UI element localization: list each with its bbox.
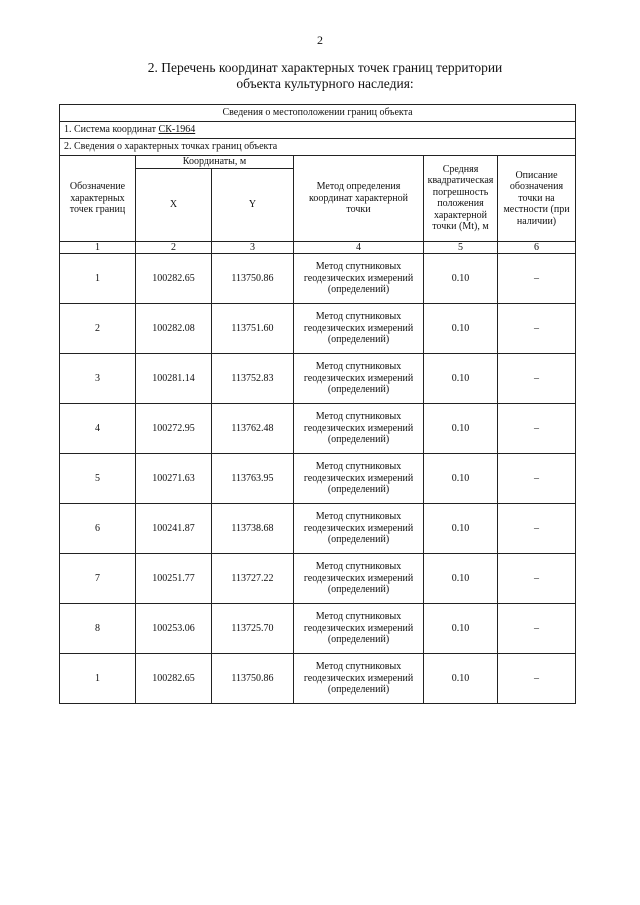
cell-x: 100241.87 (136, 504, 212, 554)
cell-method: Метод спутниковых геодезических измерений (определений) (294, 654, 424, 704)
header-description: Описание обозначения точки на местности (при наличии) (498, 156, 576, 242)
cell-description: – (498, 604, 576, 654)
cell-x: 100281.14 (136, 354, 212, 404)
cell-y: 113727.22 (212, 554, 294, 604)
cell-x: 100282.08 (136, 304, 212, 354)
coordinate-system-value: СК-1964 (158, 124, 196, 136)
table-row (60, 604, 576, 654)
cell-x: 100253.06 (136, 604, 212, 654)
cell-y: 113750.86 (212, 654, 294, 704)
heading-line-1: 2. Перечень координат характерных точек границ территории (147, 60, 503, 75)
cell-y: 113738.68 (212, 504, 294, 554)
cell-method: Метод спутниковых геодезических измерений (определений) (294, 454, 424, 504)
header-designation: Обозначение характерных точек границ (60, 156, 136, 242)
table-row (60, 654, 576, 704)
column-number: 1 (60, 241, 136, 254)
document-heading (60, 60, 590, 92)
heading-line-2: объекта культурного наследия: (236, 76, 414, 91)
cell-method: Метод спутниковых геодезических измерений (определений) (294, 604, 424, 654)
column-number: 4 (294, 241, 424, 254)
coordinate-system-row (60, 122, 576, 139)
header-method: Метод определения координат характерной точки (294, 156, 424, 242)
header-y: Y (212, 168, 294, 241)
section-title: Сведения о местоположении границ объекта (60, 105, 576, 122)
cell-point: 3 (60, 354, 136, 404)
column-number: 2 (136, 241, 212, 254)
cell-error: 0.10 (424, 404, 498, 454)
cell-error: 0.10 (424, 504, 498, 554)
cell-point: 1 (60, 254, 136, 304)
cell-method: Метод спутниковых геодезических измерений (определений) (294, 504, 424, 554)
table-row (60, 454, 576, 504)
cell-point: 6 (60, 504, 136, 554)
cell-y: 113762.48 (212, 404, 294, 454)
cell-point: 2 (60, 304, 136, 354)
cell-error: 0.10 (424, 604, 498, 654)
cell-y: 113725.70 (212, 604, 294, 654)
coordinates-table (59, 104, 576, 704)
cell-error: 0.10 (424, 654, 498, 704)
cell-y: 113763.95 (212, 454, 294, 504)
table-row (60, 504, 576, 554)
cell-error: 0.10 (424, 554, 498, 604)
cell-point: 5 (60, 454, 136, 504)
column-number: 3 (212, 241, 294, 254)
table-row (60, 304, 576, 354)
cell-description: – (498, 254, 576, 304)
cell-x: 100282.65 (136, 654, 212, 704)
cell-method: Метод спутниковых геодезических измерений (определений) (294, 304, 424, 354)
table-row (60, 554, 576, 604)
cell-point: 8 (60, 604, 136, 654)
cell-point: 7 (60, 554, 136, 604)
cell-method: Метод спутниковых геодезических измерений (определений) (294, 554, 424, 604)
cell-description: – (498, 404, 576, 454)
coordinate-system-label: 1. Система координат (64, 124, 159, 136)
cell-error: 0.10 (424, 454, 498, 504)
cell-method: Метод спутниковых геодезических измерений (определений) (294, 254, 424, 304)
header-error: Средняя квадратическая погрешность положения характерной точки (Mt), м (424, 156, 498, 242)
cell-description: – (498, 454, 576, 504)
cell-description: – (498, 304, 576, 354)
table-row (60, 404, 576, 454)
cell-point: 1 (60, 654, 136, 704)
column-number: 5 (424, 241, 498, 254)
cell-error: 0.10 (424, 254, 498, 304)
cell-x: 100272.95 (136, 404, 212, 454)
cell-x: 100271.63 (136, 454, 212, 504)
cell-x: 100251.77 (136, 554, 212, 604)
cell-method: Метод спутниковых геодезических измерений (определений) (294, 404, 424, 454)
cell-y: 113750.86 (212, 254, 294, 304)
table-row (60, 254, 576, 304)
page-number: 2 (317, 33, 323, 47)
cell-description: – (498, 554, 576, 604)
cell-error: 0.10 (424, 304, 498, 354)
cell-description: – (498, 354, 576, 404)
cell-description: – (498, 504, 576, 554)
cell-description: – (498, 654, 576, 704)
table-row (60, 354, 576, 404)
cell-y: 113751.60 (212, 304, 294, 354)
cell-x: 100282.65 (136, 254, 212, 304)
column-number: 6 (498, 241, 576, 254)
header-x: X (136, 168, 212, 241)
points-info-title: 2. Сведения о характерных точках границ объекта (60, 139, 576, 156)
cell-y: 113752.83 (212, 354, 294, 404)
cell-error: 0.10 (424, 354, 498, 404)
cell-method: Метод спутниковых геодезических измерений (определений) (294, 354, 424, 404)
cell-point: 4 (60, 404, 136, 454)
header-coordinates: Координаты, м (136, 156, 294, 169)
